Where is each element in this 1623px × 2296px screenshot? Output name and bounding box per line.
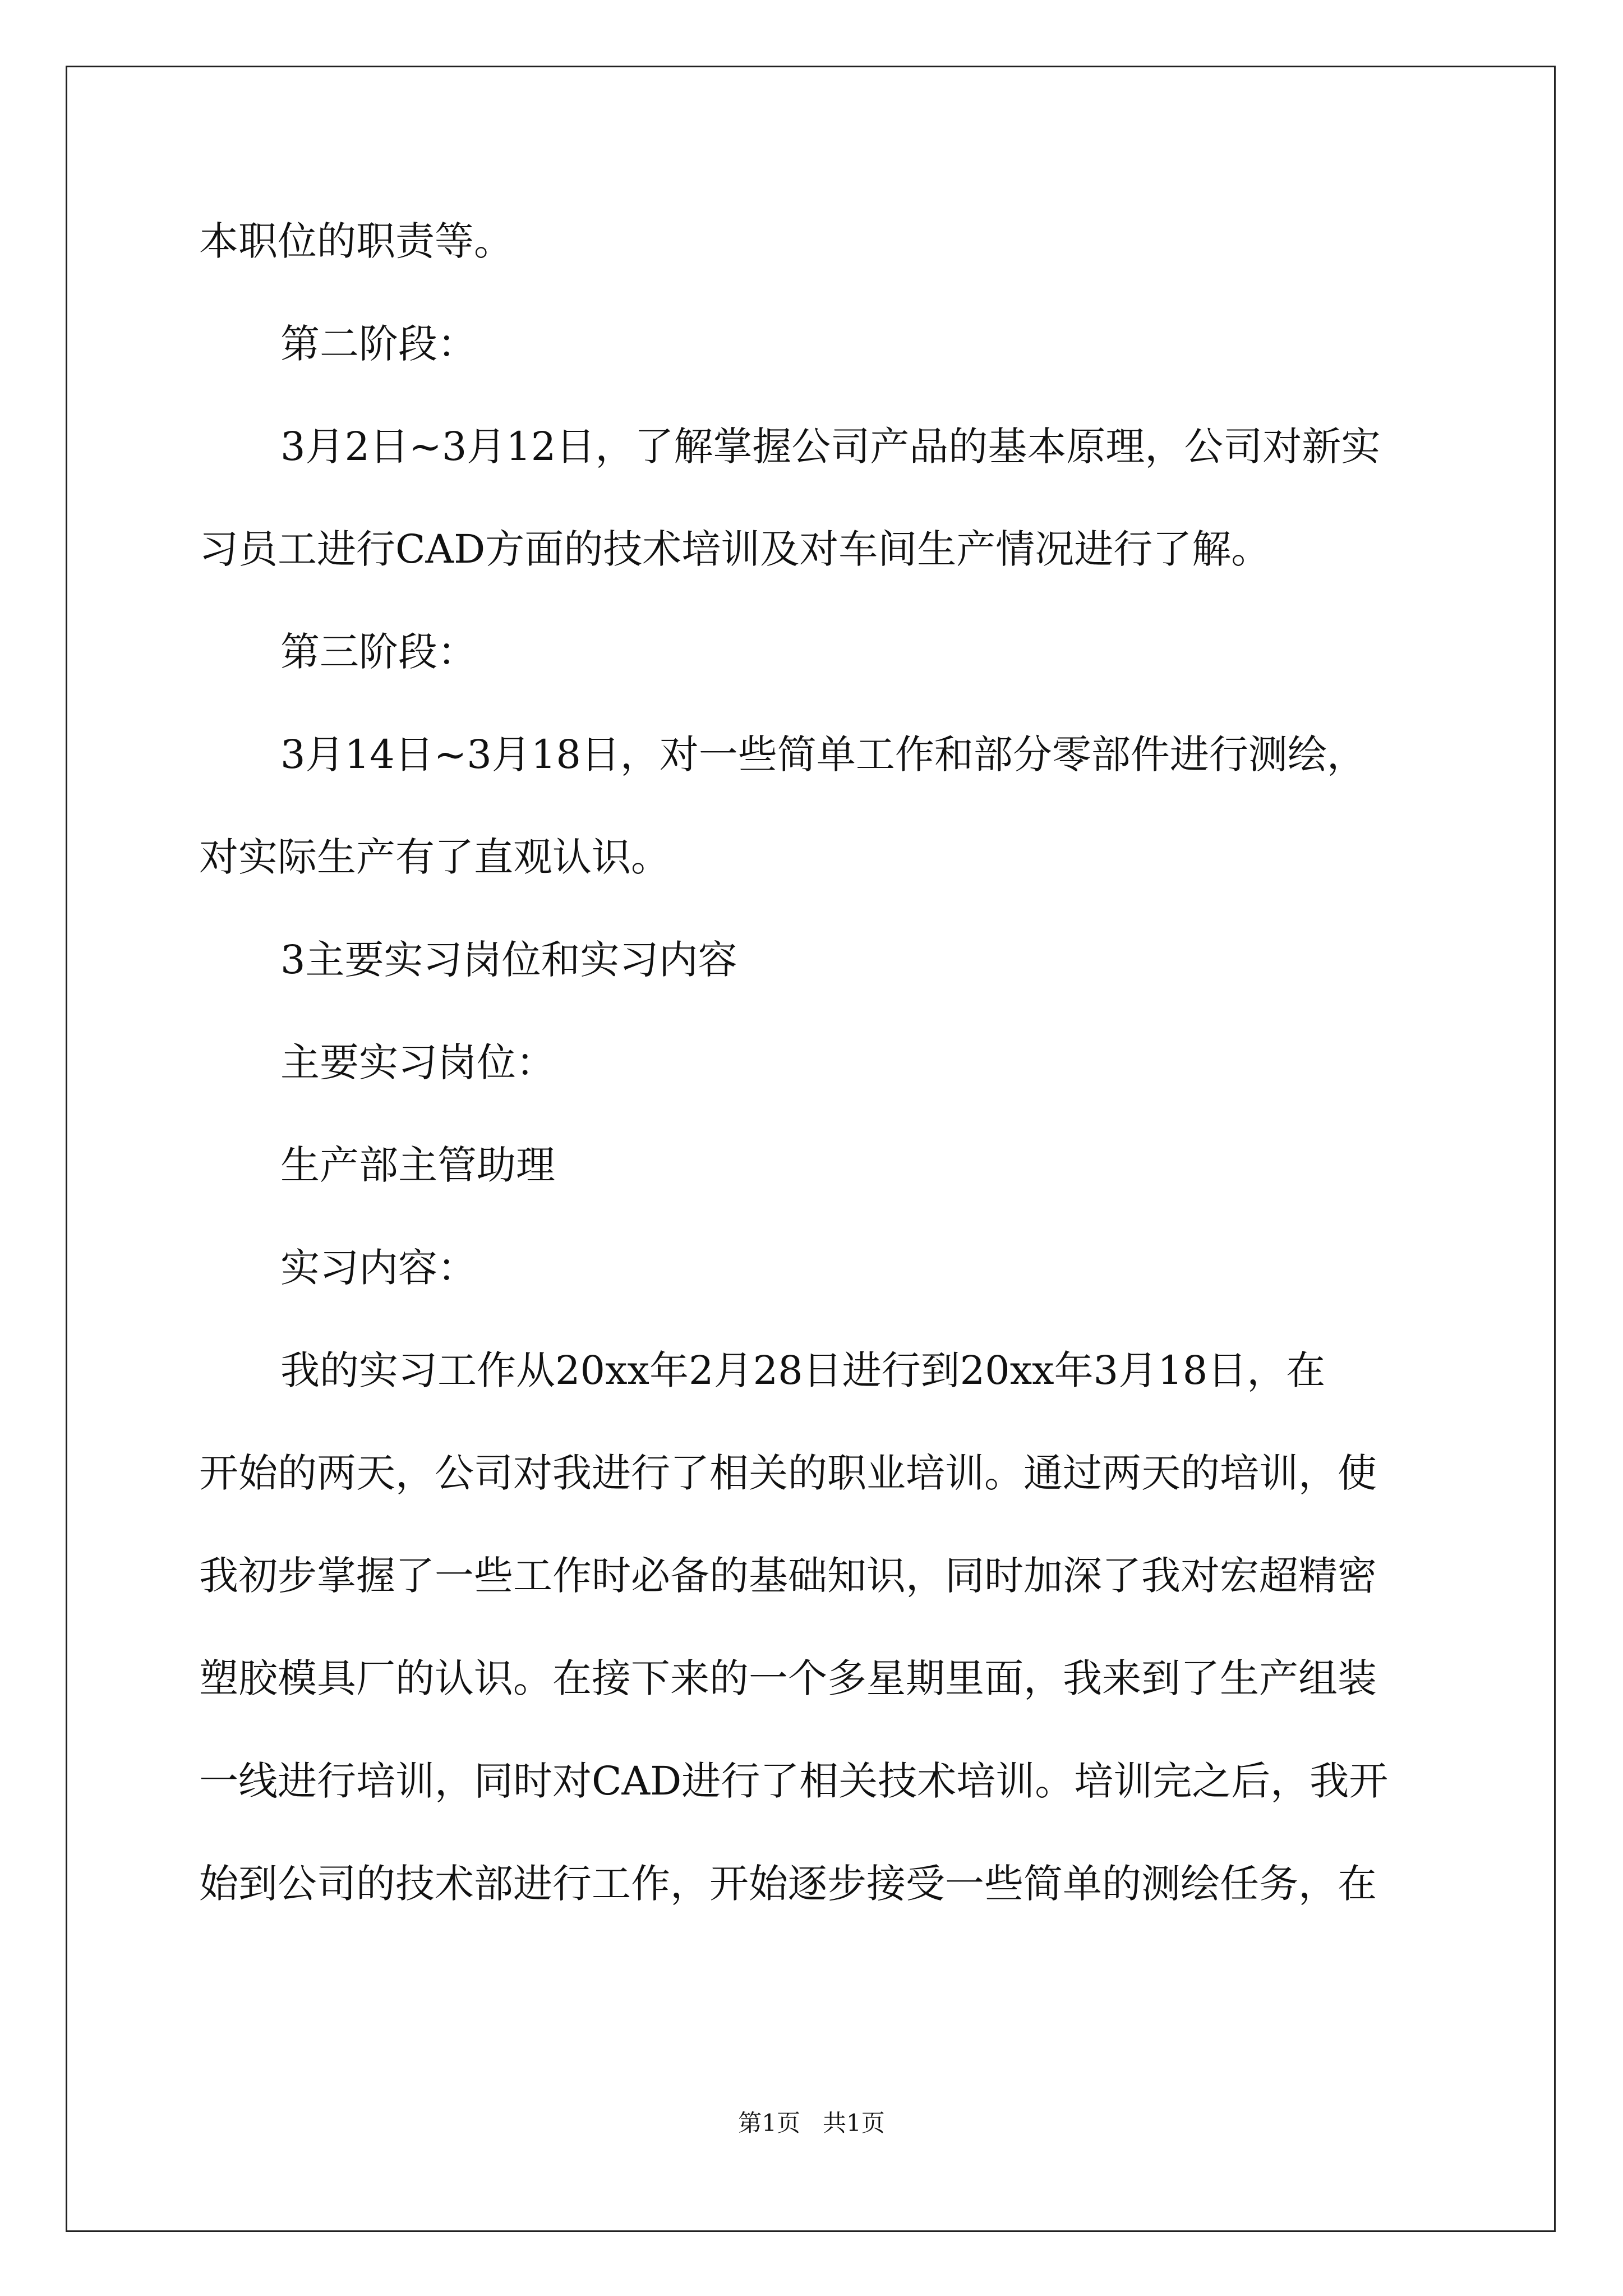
section-heading: 3主要实习岗位和实习内容	[280, 937, 737, 983]
text-line: 我初步掌握了一些工作时必备的基础知识，同时加深了我对宏超精密	[199, 1553, 1377, 1599]
text-line: 一线进行培训，同时对CAD进行了相关技术培训。培训完之后，我开	[199, 1758, 1389, 1804]
section-heading: 实习内容：	[280, 1245, 477, 1291]
text-line: 开始的两天，公司对我进行了相关的职业培训。通过两天的培训，使	[199, 1450, 1377, 1496]
text-line: 塑胶模具厂的认识。在接下来的一个多星期里面，我来到了生产组装	[199, 1655, 1377, 1701]
text-line: 3月2日~3月12日，了解掌握公司产品的基本原理，公司对新实	[280, 424, 1381, 470]
section-heading: 第三阶段：	[280, 629, 477, 675]
text-line: 始到公司的技术部进行工作，开始逐步接受一些简单的测绘任务，在	[199, 1861, 1377, 1907]
text-line: 本职位的职责等。	[199, 218, 513, 264]
text-line: 我的实习工作从20xx年2月28日进行到20xx年3月18日，在	[280, 1347, 1326, 1393]
page-footer: 第1页 共1页	[738, 2109, 885, 2137]
section-heading: 主要实习岗位：	[280, 1039, 555, 1085]
text-line: 3月14日~3月18日，对一些简单工作和部分零部件进行测绘，	[280, 731, 1366, 777]
text-line: 生产部主管助理	[280, 1142, 555, 1188]
section-heading: 第二阶段：	[280, 321, 477, 367]
text-line: 习员工进行CAD方面的技术培训及对车间生产情况进行了解。	[199, 526, 1271, 572]
text-line: 对实际生产有了直观认识。	[199, 834, 670, 880]
